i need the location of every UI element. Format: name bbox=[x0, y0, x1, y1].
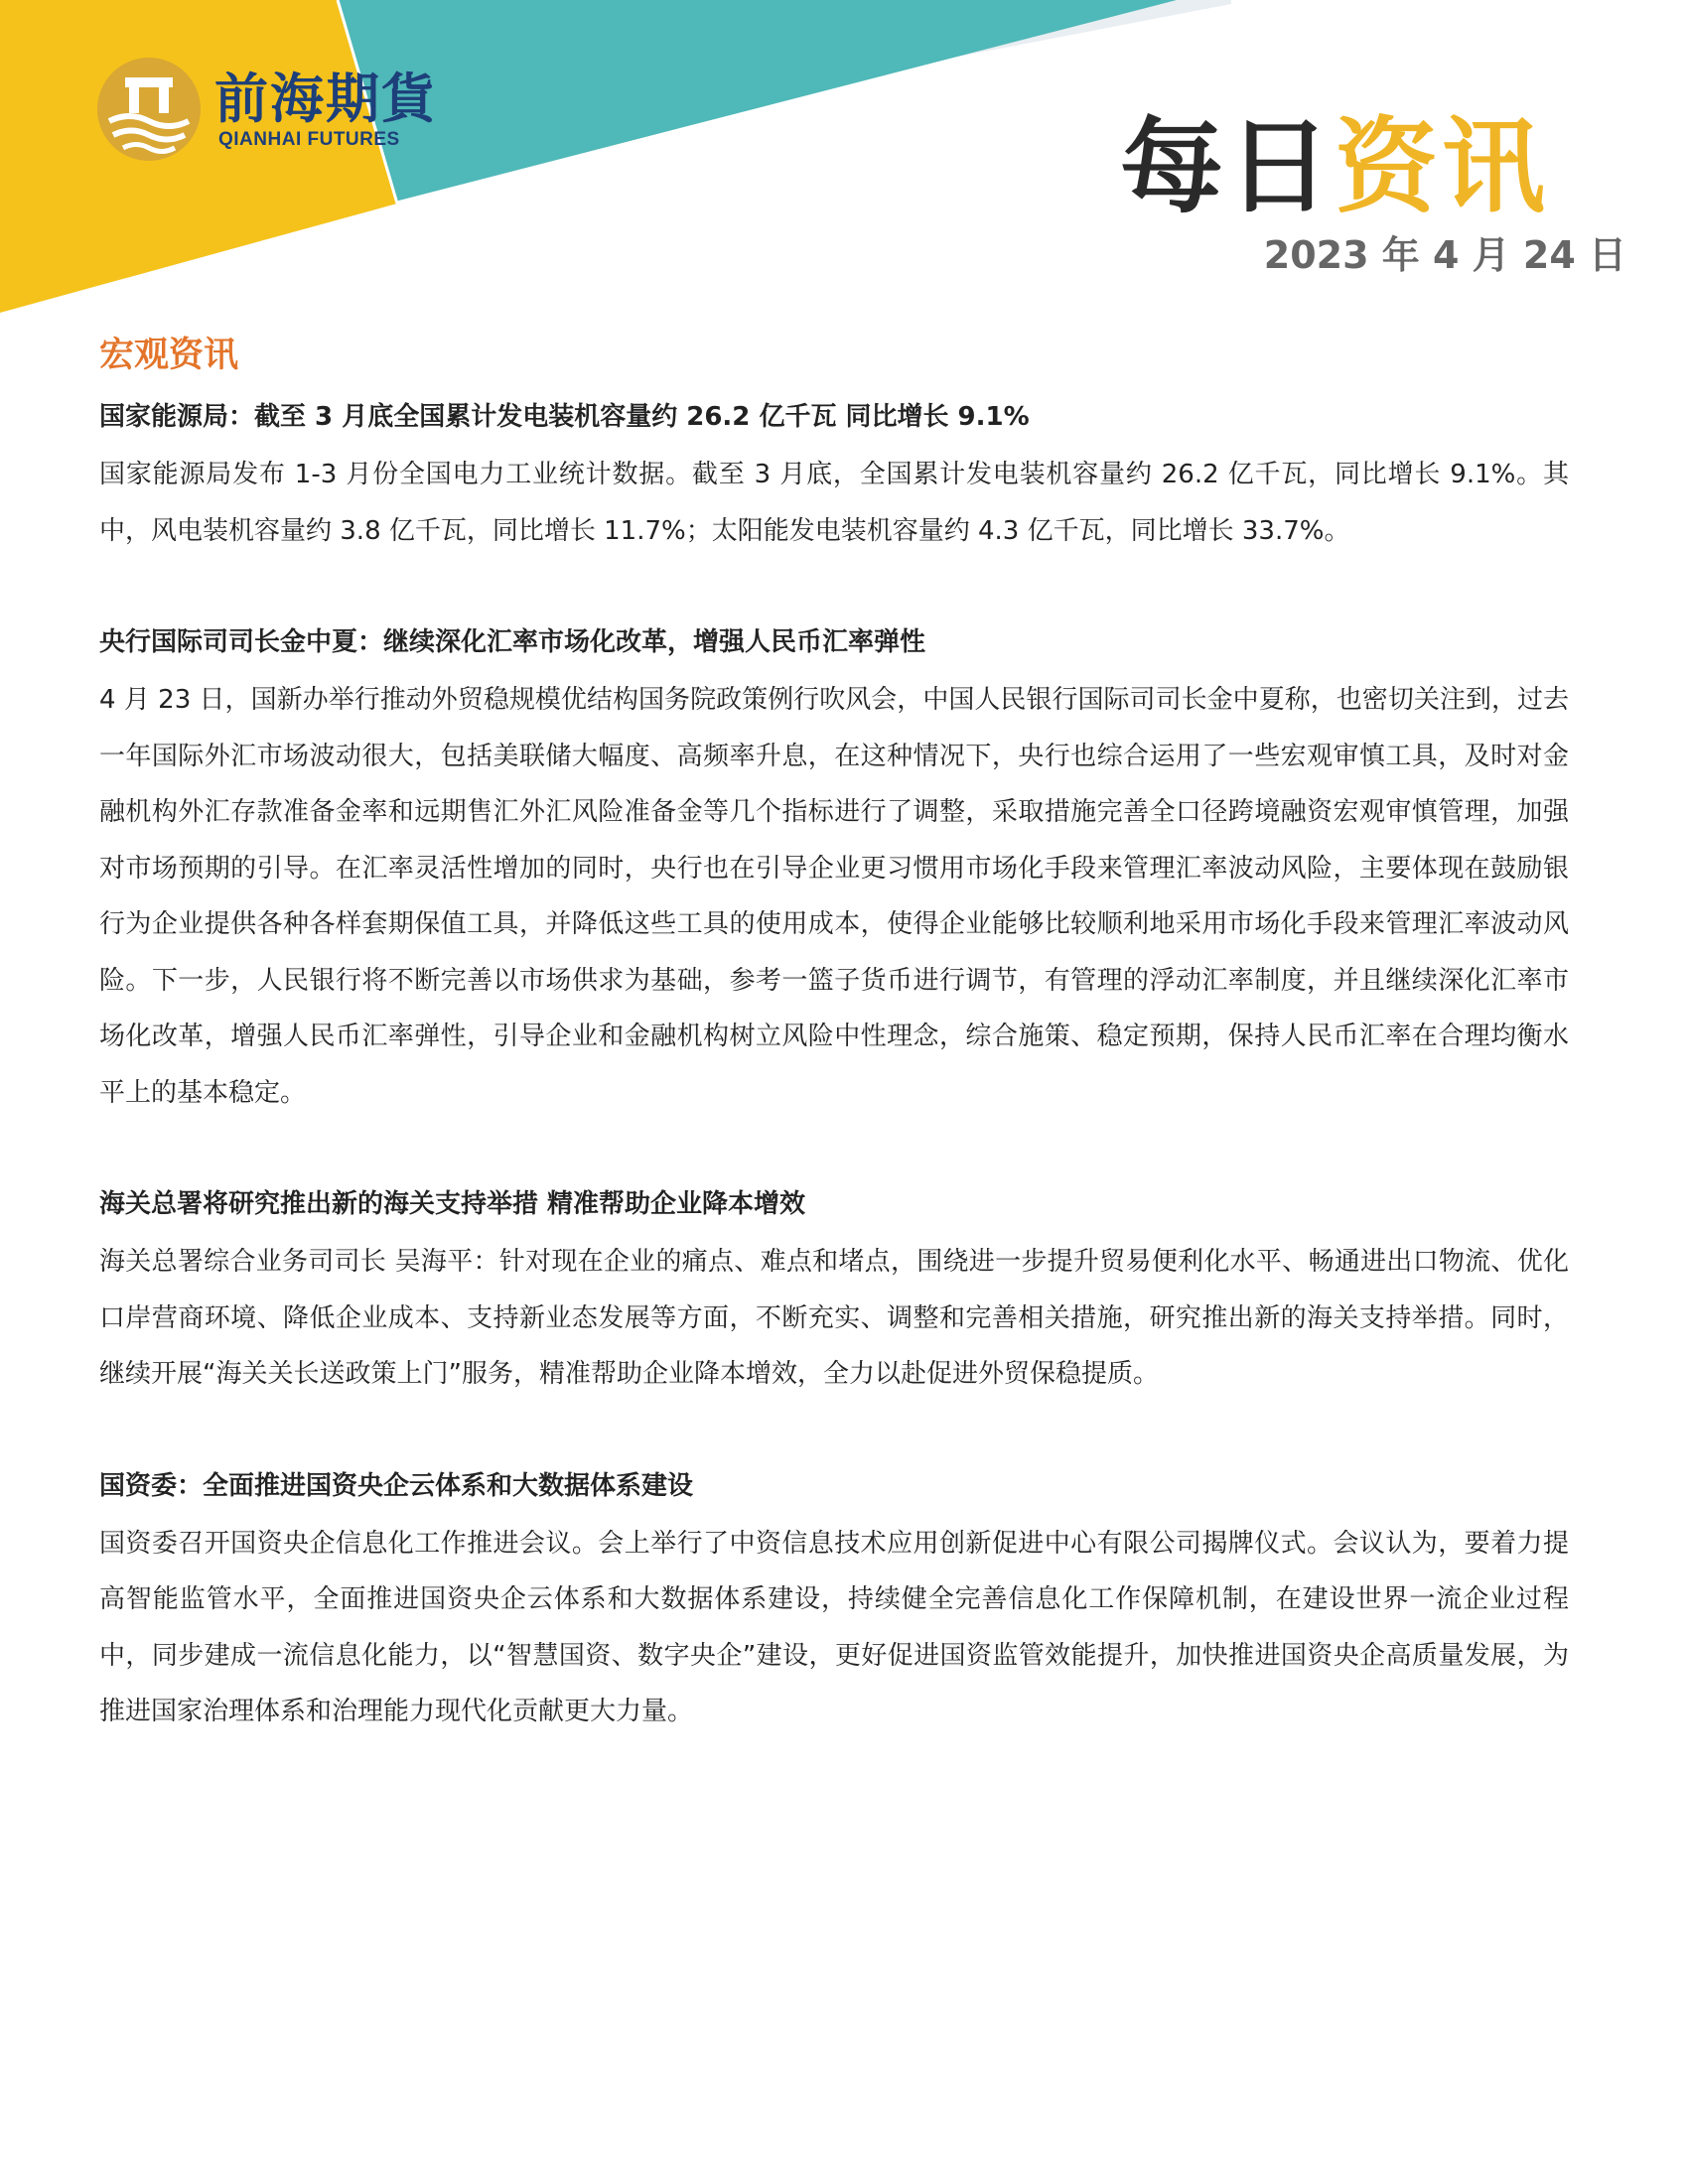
report-title-daily: 每日 bbox=[1119, 106, 1335, 227]
section-heading-macro: 宏观资讯 bbox=[99, 336, 239, 375]
article-title: 海关总署将研究推出新的海关支持举措 精准帮助企业降本增效 bbox=[99, 1189, 806, 1219]
report-date: 2023 年 4 月 24 日 bbox=[1263, 233, 1626, 277]
article-body: 海关总署综合业务司司长 吴海平：针对现在企业的痛点、难点和堵点，围绕进一步提升贸易便利化水平、畅通进出口物流、优化口岸营商环境、降低企业成本、支持新业态发展等方面，不断充实、调整和完善相关措施，研究推出新的海关支持举措。同时，继续开展“海关关长送政策上门”服务，精准帮助企业降本增效，全力以赴促进外贸保稳提质。 bbox=[99, 1247, 1569, 1389]
article-title: 国资委：全面推进国资央企云体系和大数据体系建设 bbox=[99, 1470, 694, 1501]
header-teal-band bbox=[333, 0, 1177, 204]
logo-harbor-icon bbox=[95, 56, 203, 163]
report-title-news: 资讯 bbox=[1334, 106, 1549, 227]
article bbox=[99, 622, 1569, 1121]
article-title: 央行国际司司长金中夏：继续深化汇率市场化改革，增强人民币汇率弹性 bbox=[99, 627, 926, 657]
article bbox=[99, 1184, 1569, 1403]
article-body: 4 月 23 日，国新办举行推动外贸稳规模优结构国务院政策例行吹风会，中国人民银行国际司司长金中夏称，也密切关注到，过去一年国际外汇市场波动很大，包括美联储大幅度、高频率升息，在这种情况下，央行也综合运用了一些宏观审慎工具，及时对金融机构外汇存款准备金率和远期售汇外汇风险准备金等几个指标进行了调整，采取措施完善全口径跨境融资宏观审慎管理，加强对市场预期的引导。在汇率灵活性增加的同时，央行也在引导企业更习惯用市场化手段来管理汇率波动风险，主要体现在鼓励银行为企业提供各种各样套期保值工具，并降低这些工具的使用成本，使得企业能够比较顺利地采用市场化手段来管理汇率波动风险。下一步，人民银行将不断完善以市场供求为基础，参考一篮子货币进行调节，有管理的浮动汇率制度，并且继续深化汇率市场化改革，增强人民币汇率弹性，引导企业和金融机构树立风险中性理念，综合施策、稳定预期，保持人民币汇率在合理均衡水平上的基本稳定。 bbox=[99, 685, 1569, 1108]
company-logo bbox=[95, 56, 437, 163]
main-content bbox=[99, 330, 1569, 1804]
article bbox=[99, 1466, 1569, 1740]
article bbox=[99, 397, 1569, 559]
article-title: 国家能源局：截至 3 月底全国累计发电装机容量约 26.2 亿千瓦 同比增长 9.1% bbox=[99, 402, 1030, 432]
report-title bbox=[1120, 107, 1549, 226]
logo-english-name: QIANHAI FUTURES bbox=[218, 129, 400, 150]
article-body: 国家能源局发布 1-3 月份全国电力工业统计数据。截至 3 月底，全国累计发电装机容量约 26.2 亿千瓦，同比增长 9.1%。其中，风电装机容量约 3.8 亿千瓦，同比增长 11.7%；太阳能发电装机容量约 4.3 亿千瓦，同比增长 33.7%。 bbox=[99, 460, 1569, 546]
logo-chinese-name: 前海期貨 bbox=[214, 67, 437, 130]
article-body: 国资委召开国资央企信息化工作推进会议。会上举行了中资信息技术应用创新促进中心有限公司揭牌仪式。会议认为，要着力提高智能监管水平，全面推进国资央企云体系和大数据体系建设，持续健全完善信息化工作保障机制，在建设世界一流企业过程中，同步建成一流信息化能力，以“智慧国资、数字央企”建设，更好促进国资监管效能提升，加快推进国资央企高质量发展，为推进国家治理体系和治理能力现代化贡献更大力量。 bbox=[99, 1528, 1569, 1726]
